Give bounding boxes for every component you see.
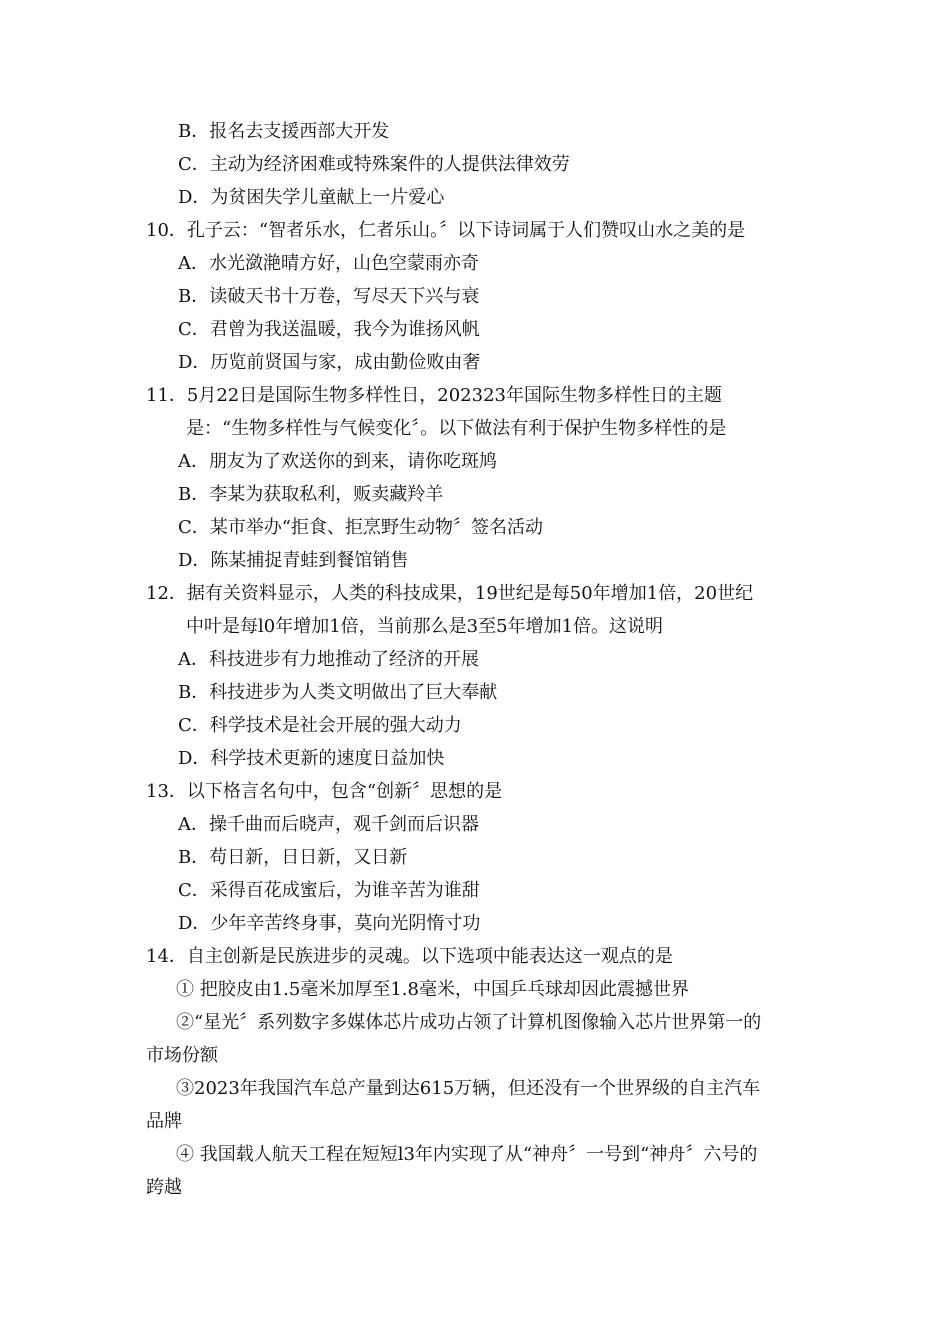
q14-item-3-line2: 品牌 [146, 1111, 182, 1132]
q13-option-c: C．采得百花成蜜后，为谁辛苦为谁甜 [178, 880, 480, 901]
q12-stem-line1: 12．据有关资料显示，人类的科技成果，19世纪是每50年增加1倍，20世纪 [146, 583, 754, 604]
q11-option-d: D．陈某捕捉青蛙到餐馆销售 [178, 550, 409, 571]
q14-item-3-line1: ③2023年我国汽车总产量到达615万辆，但还没有一个世界级的自主汽车 [176, 1078, 761, 1099]
q10-option-d: D．历览前贤国与家，成由勤俭败由奢 [178, 352, 481, 373]
q13-option-d: D．少年辛苦终身事，莫向光阴惰寸功 [178, 913, 481, 934]
q14-item-4-line1: ④ 我国载人航天工程在短短l3年内实现了从“神舟〞一号到“神舟〞六号的 [176, 1144, 758, 1165]
q10-stem: 10．孔子云：“智者乐水，仁者乐山。〞以下诗词属于人们赞叹山水之美的是 [146, 220, 746, 241]
q9-option-c: C．主动为经济困难或特殊案件的人提供法律效劳 [178, 154, 570, 175]
q11-stem-line2: 是：“生物多样性与气候变化〞。以下做法有利于保护生物多样性的是 [186, 418, 727, 439]
q11-option-a: A．朋友为了欢送你的到来，请你吃斑鸠 [178, 451, 497, 472]
q10-option-c: C．君曾为我送温暖，我今为谁扬风帆 [178, 319, 480, 340]
q12-option-b: B．科技进步为人类文明做出了巨大奉献 [178, 682, 498, 703]
q10-option-a: A．水光潋滟晴方好，山色空蒙雨亦奇 [178, 253, 479, 274]
q12-option-c: C．科学技术是社会开展的强大动力 [178, 715, 462, 736]
q13-option-a: A．操千曲而后晓声，观千剑而后识器 [178, 814, 479, 835]
q11-option-b: B．李某为获取私利，贩卖藏羚羊 [178, 484, 444, 505]
q14-stem: 14．自主创新是民族进步的灵魂。以下选项中能表达这一观点的是 [146, 946, 673, 967]
q14-item-2-line2: 市场份额 [146, 1045, 218, 1066]
q12-option-d: D．科学技术更新的速度日益加快 [178, 748, 445, 769]
q13-stem: 13．以下格言名句中，包含“创新〞思想的是 [146, 781, 503, 802]
q14-item-1: ① 把胶皮由1.5毫米加厚至1.8毫米，中国乒乓球却因此震撼世界 [176, 979, 689, 1000]
q11-stem-line1: 11．5月22日是国际生物多样性日，202323年国际生物多样性日的主题 [146, 385, 722, 406]
q14-item-4-line2: 跨越 [146, 1177, 182, 1198]
q14-item-2-line1: ②“星光〞系列数字多媒体芯片成功占领了计算机图像输入芯片世界第一的 [176, 1012, 762, 1033]
q13-option-b: B．苟日新，日日新，又日新 [178, 847, 408, 868]
q12-option-a: A．科技进步有力地推动了经济的开展 [178, 649, 479, 670]
q11-option-c: C．某市举办“拒食、拒烹野生动物〞签名活动 [178, 517, 543, 538]
q9-option-b: B．报名去支援西部大开发 [178, 121, 390, 142]
q10-option-b: B．读破天书十万卷，写尽天下兴与衰 [178, 286, 480, 307]
q9-option-d: D．为贫困失学儿童献上一片爱心 [178, 187, 445, 208]
q12-stem-line2: 中叶是每l0年增加1倍，当前那么是3至5年增加1倍。这说明 [186, 616, 664, 637]
